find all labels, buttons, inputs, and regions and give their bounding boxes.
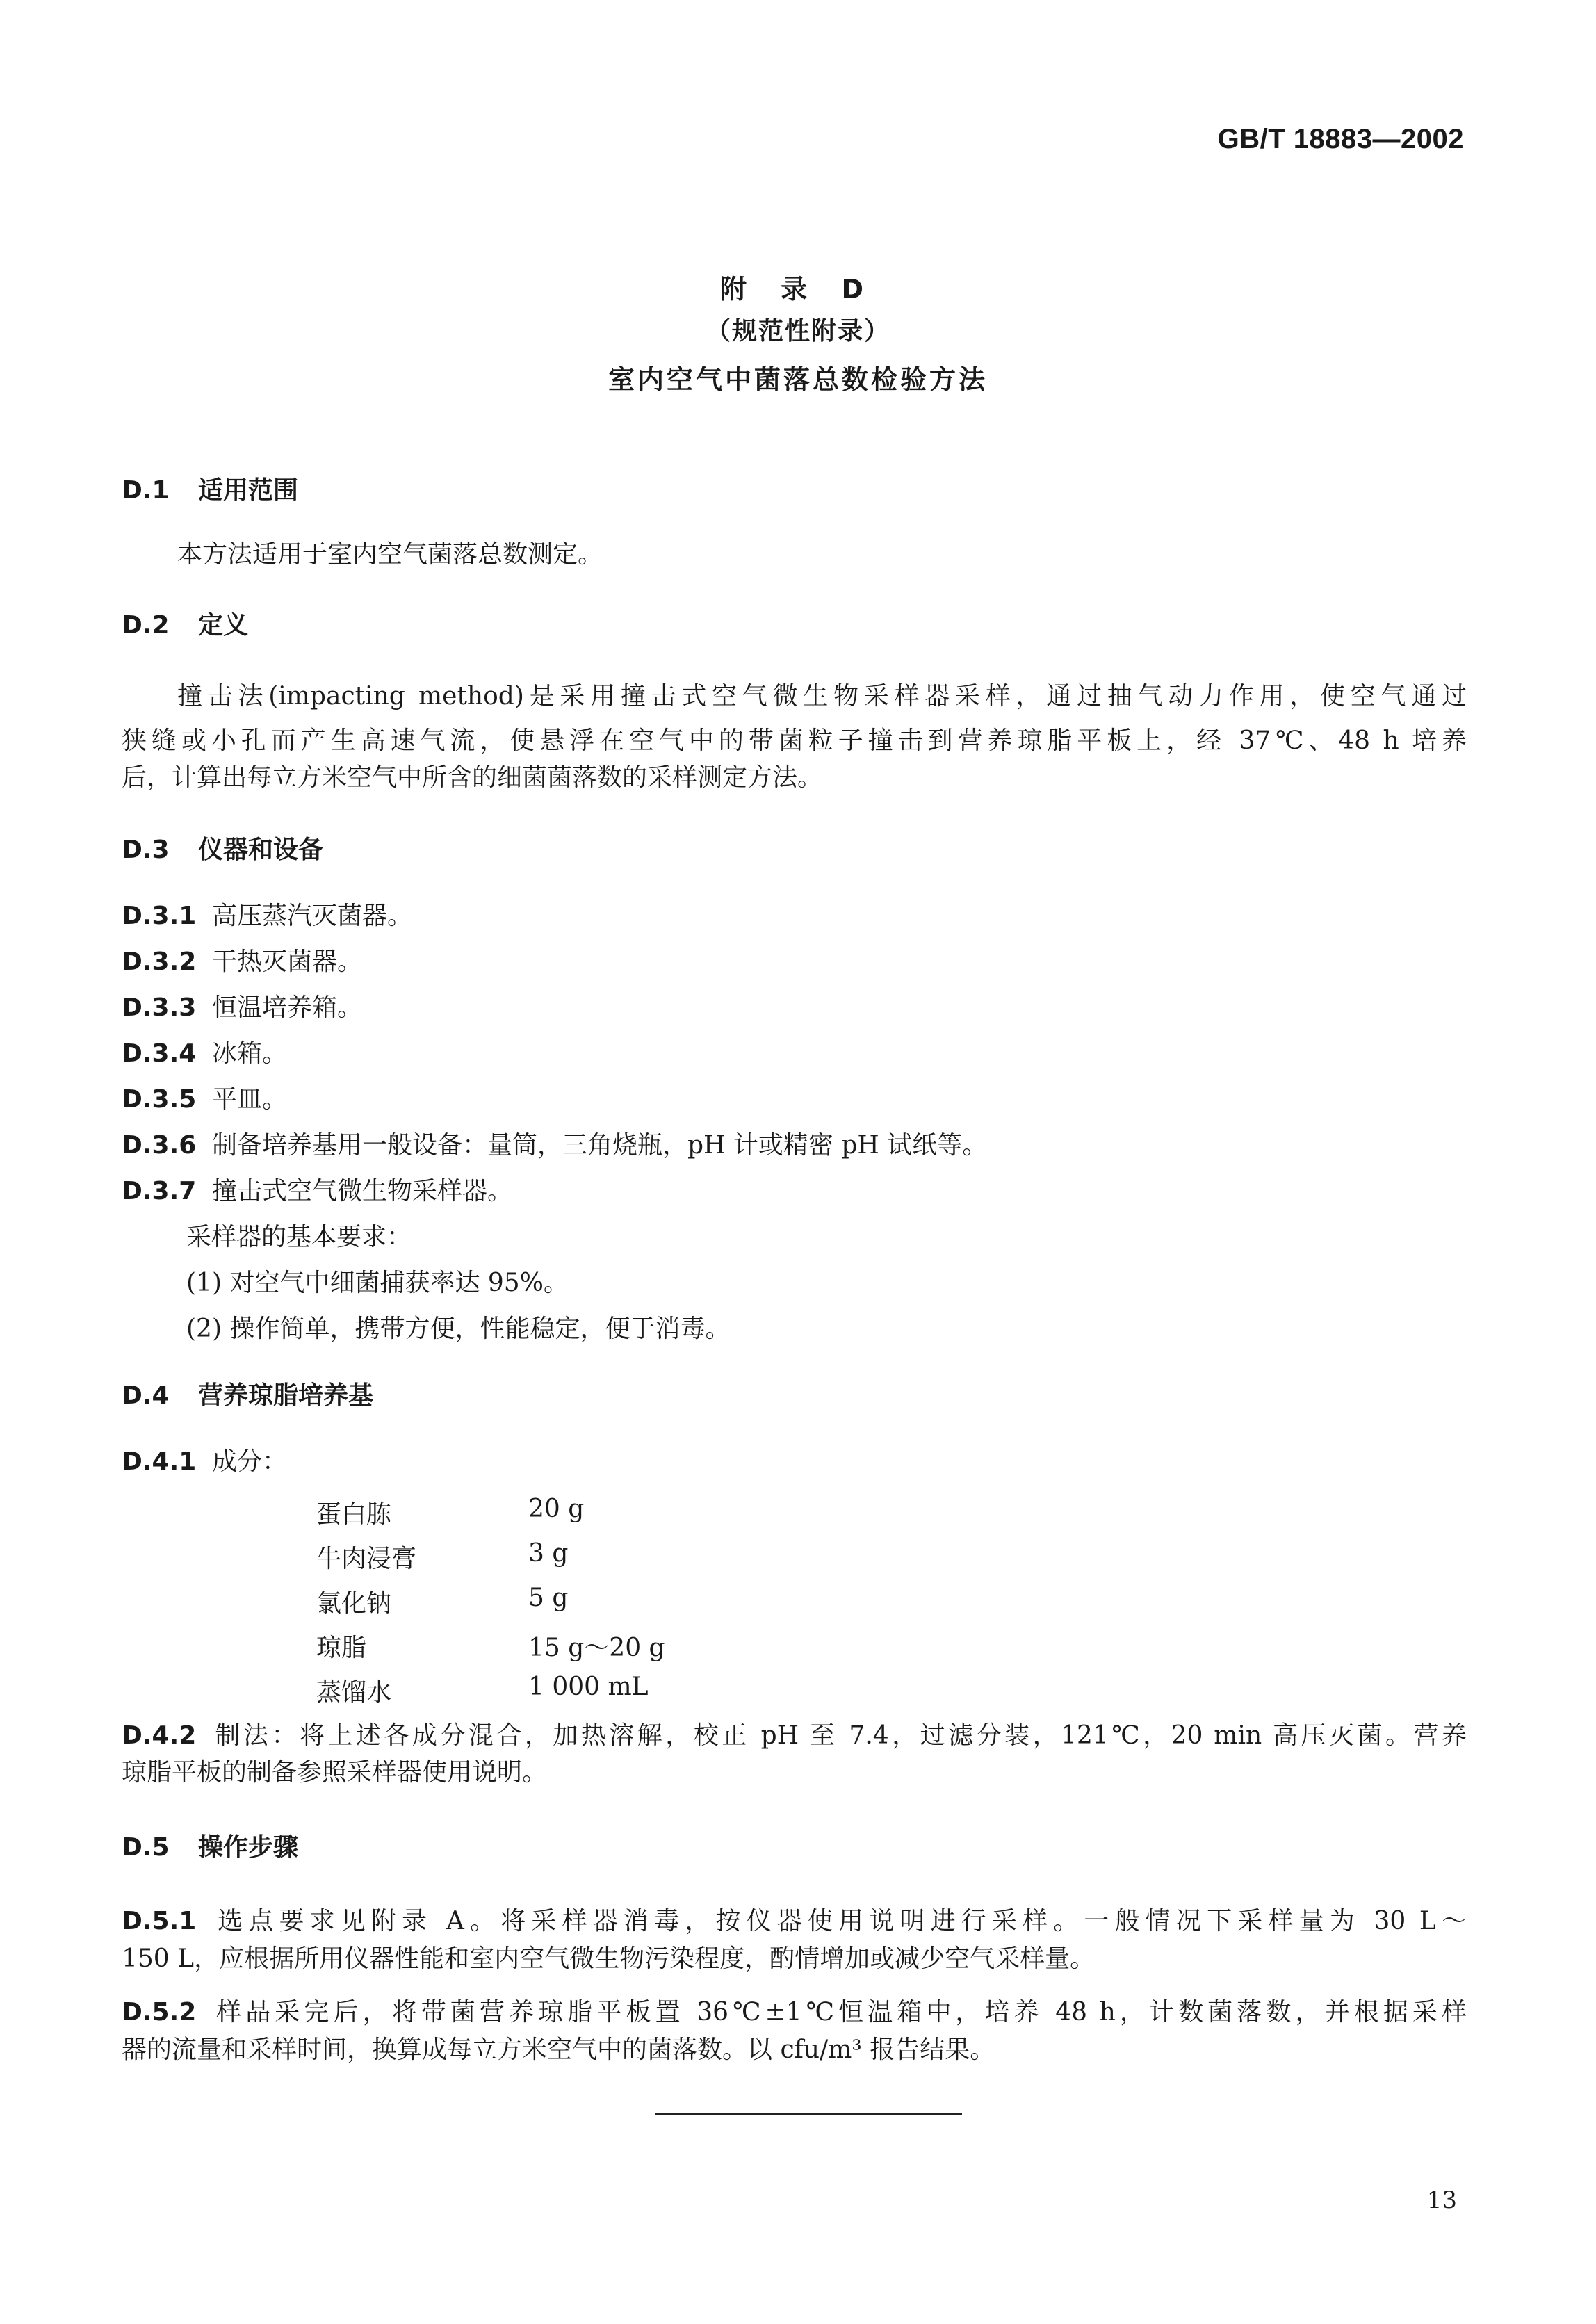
item-number: D.3.7 — [122, 1177, 197, 1205]
item-text: 干热灭菌器。 — [212, 948, 363, 976]
requirement-item: (2) 操作简单，携带方便，性能稳定，便于消毒。 — [186, 1315, 731, 1343]
item-text: 冰箱。 — [212, 1039, 288, 1068]
item-text: 制备培养基用一般设备：量筒，三角烧瓶，pH 计或精密 pH 试纸等。 — [212, 1131, 988, 1160]
item-number: D.4.1 — [122, 1447, 197, 1476]
section-number: D.1 — [122, 476, 170, 505]
section-heading-d5 — [122, 1835, 298, 1860]
page-number: 13 — [1426, 2186, 1457, 2214]
ingredient-name: 氯化钠 — [316, 1589, 392, 1618]
paragraph-line: 150 L，应根据所用仪器性能和室内空气微生物污染程度，酌情增加或减少空气采样量。 — [122, 1944, 1096, 1973]
list-item — [122, 1041, 287, 1066]
section-number: D.4 — [122, 1381, 170, 1410]
requirements-title: 采样器的基本要求： — [186, 1223, 412, 1251]
item-text: 撞击式空气微生物采样器。 — [212, 1177, 513, 1205]
annex-title: 附 录 D — [719, 274, 876, 304]
ingredient-amount: 5 g — [528, 1584, 569, 1612]
ingredient-name: 蛋白胨 — [316, 1500, 392, 1529]
list-item — [122, 1087, 287, 1112]
list-item — [122, 904, 412, 929]
section-title: 营养琼脂培养基 — [198, 1381, 374, 1410]
section-number: D.3 — [122, 836, 170, 864]
section-heading-d3 — [122, 838, 323, 863]
list-item — [122, 1179, 512, 1204]
item-number: D.3.5 — [122, 1085, 197, 1114]
list-item — [122, 993, 363, 1022]
item-number: D.3.2 — [122, 948, 197, 976]
section-title: 操作步骤 — [198, 1833, 299, 1862]
item-number: D.3.1 — [122, 902, 197, 930]
item-text: 选点要求见附录 A。将采样器消毒，按仪器使用说明进行采样。一般情况下采样量为 30 L～ — [212, 1907, 1467, 1935]
section-number: D.5 — [122, 1833, 170, 1862]
annex-subtitle: （规范性附录） — [705, 317, 890, 346]
section-title: 仪器和设备 — [198, 836, 324, 864]
ingredient-name: 牛肉浸膏 — [316, 1545, 417, 1573]
item-number: D.3.3 — [122, 993, 197, 1022]
item-text: 平皿。 — [212, 1085, 288, 1114]
paragraph-line: 后，计算出每立方米空气中所含的细菌菌落数的采样测定方法。 — [122, 763, 823, 792]
ingredient-amount: 3 g — [528, 1539, 569, 1568]
section-title: 定义 — [198, 611, 249, 640]
ingredient-amount: 1 000 mL — [528, 1673, 649, 1701]
ingredient-amount: 20 g — [528, 1495, 585, 1523]
paragraph-line: 撞击法(impacting method)是采用撞击式空气微生物采样器采样，通过抽气动力作用，使空气通过 — [177, 682, 1467, 710]
list-item — [122, 950, 362, 975]
paragraph-line: 狭缝或小孔而产生高速气流，使悬浮在空气中的带菌粒子撞击到营养琼脂平板上，经 37℃、48 h 培养 — [122, 726, 1467, 755]
ingredient-name: 琼脂 — [316, 1634, 367, 1662]
item-number: D.3.6 — [122, 1131, 197, 1160]
item-number: D.5.1 — [122, 1907, 197, 1935]
item-text: 制法：将上述各成分混合，加热溶解，校正 pH 至 7.4，过滤分装，121℃，20 min 高压灭菌。营养 — [212, 1721, 1467, 1750]
requirement-item: (1) 对空气中细菌捕获率达 95%。 — [186, 1269, 569, 1297]
item-text: 恒温培养箱。 — [212, 993, 363, 1022]
section-heading-d4 — [122, 1383, 373, 1408]
paragraph-line: 琼脂平板的制备参照采样器使用说明。 — [122, 1758, 548, 1787]
subsection-d52-line — [122, 1992, 1467, 2028]
end-rule — [655, 2113, 962, 2115]
list-item — [122, 1133, 987, 1158]
section-heading-d1 — [122, 478, 298, 503]
subsection-d51-line — [122, 1901, 1467, 1937]
section-heading-d2 — [122, 613, 248, 638]
annex-name: 室内空气中菌落总数检验方法 — [608, 364, 988, 395]
paragraph-line: 器的流量和采样时间，换算成每立方米空气中的菌落数。以 cfu/m³ 报告结果。 — [122, 2035, 995, 2064]
paragraph: 本方法适用于室内空气菌落总数测定。 — [177, 540, 603, 569]
item-text: 样品采完后，将带菌营养琼脂平板置 36℃±1℃恒温箱中，培养 48 h，计数菌落数，并根据采样 — [212, 1998, 1467, 2026]
item-number: D.5.2 — [122, 1998, 197, 2026]
subsection-d41 — [122, 1449, 287, 1474]
subsection-d42-line — [122, 1716, 1467, 1751]
item-number: D.3.4 — [122, 1039, 197, 1068]
ingredient-name: 蒸馏水 — [316, 1678, 392, 1707]
section-number: D.2 — [122, 611, 170, 640]
item-number: D.4.2 — [122, 1721, 197, 1750]
item-text: 成分： — [212, 1447, 288, 1476]
ingredient-amount: 15 g～20 g — [528, 1634, 665, 1662]
standard-code: GB/T 18883—2002 — [1217, 124, 1464, 154]
item-text: 高压蒸汽灭菌器。 — [212, 902, 413, 930]
section-title: 适用范围 — [198, 476, 299, 505]
